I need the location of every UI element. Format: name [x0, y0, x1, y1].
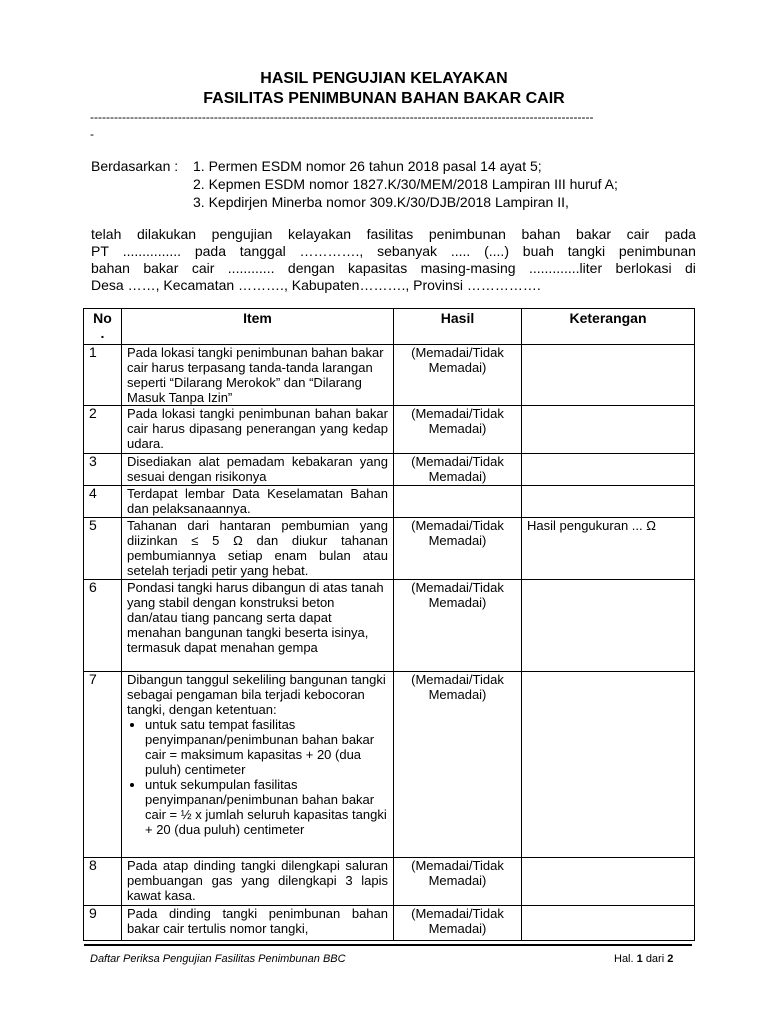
- row-keterangan: [522, 345, 695, 406]
- footer-document-name: Daftar Periksa Pengujian Fasilitas Penimbunan BBC: [90, 953, 346, 965]
- table-row: [84, 518, 695, 580]
- separator-dashes: ------------------------------------------------------------------------------------------------------------------------------: [90, 110, 594, 124]
- footer-rule: [84, 944, 692, 946]
- paragraph-word: dilakukan: [136, 226, 197, 242]
- paragraph-word: ...............: [122, 243, 182, 259]
- row-number: 8: [84, 858, 122, 906]
- row-hasil: (Memadai/Tidak Memadai): [394, 518, 522, 580]
- bullet-item: • untuk satu tempat fasilitas penyimpanan/penimbunan bahan bakar cair = maksimum kapasitas + 20 (dua puluh) centimeter: [145, 717, 388, 777]
- table-row: [84, 406, 695, 454]
- row-item: Tahanan dari hantaran pembumian yang diizinkan ≤ 5 Ω dan diukur tahanan pembumiannya setiap enam bulan atau setelah terjadi petir yang hebat.: [122, 518, 394, 580]
- row-number: 1: [84, 345, 122, 406]
- paragraph-word: .............liter: [528, 260, 603, 276]
- paragraph-word: bakar: [576, 226, 612, 242]
- row-item: Pada lokasi tangki penimbunan bahan bakar cair harus dipasang penerangan yang kedap udara.: [122, 406, 394, 454]
- paragraph-word: cair: [626, 226, 650, 242]
- row-hasil: (Memadai/Tidak Memadai): [394, 906, 522, 941]
- paragraph-line: Desa ……, Kecamatan ………., Kabupaten………., Provinsi …………….: [91, 277, 541, 293]
- table-row: [84, 486, 695, 518]
- col-header-item: Item: [122, 309, 394, 345]
- row-hasil: (Memadai/Tidak Memadai): [394, 345, 522, 406]
- paragraph-word: tangki: [567, 243, 606, 259]
- paragraph-word: .....: [450, 243, 471, 259]
- row-number: 2: [84, 406, 122, 454]
- col-header-hasil: Hasil: [394, 309, 522, 345]
- footer-page-number: Hal. 1 dari 2: [614, 953, 674, 965]
- paragraph-word: bakar: [143, 260, 179, 276]
- row-keterangan: [522, 906, 695, 941]
- table-row: [84, 345, 695, 406]
- paragraph-word: (....): [484, 243, 509, 259]
- paragraph-word: bahan: [521, 226, 561, 242]
- legal-basis: [91, 157, 618, 211]
- paragraph-word: bahan: [91, 260, 130, 276]
- row-number: 3: [84, 454, 122, 486]
- row-item: Terdapat lembar Data Keselamatan Bahan dan pelaksanaannya.: [122, 486, 394, 518]
- document-title-line-1: HASIL PENGUJIAN KELAYAKAN: [260, 70, 508, 87]
- paragraph-word: PT: [91, 243, 109, 259]
- inspection-table: [83, 308, 695, 941]
- bullet-item: • untuk sekumpulan fasilitas penyimpanan/penimbunan bahan bakar cair = ½ x jumlah seluruh kapasitas tangki + 20 (dua puluh) centimeter: [145, 777, 388, 837]
- paragraph-word: pada: [194, 243, 226, 259]
- bullet-list: [127, 717, 388, 837]
- paragraph-word: pada: [664, 226, 696, 242]
- intro-paragraph: [91, 226, 696, 294]
- row-item: [122, 672, 394, 858]
- basis-item: 3. Kepdirjen Minerba nomor 309.K/30/DJB/2018 Lampiran II,: [193, 194, 569, 210]
- row-keterangan: Hasil pengukuran ... Ω: [522, 518, 695, 580]
- row-hasil: (Memadai/Tidak Memadai): [394, 858, 522, 906]
- row-number: 6: [84, 580, 122, 672]
- row-number: 9: [84, 906, 122, 941]
- paragraph-word: kelayakan: [287, 226, 352, 242]
- table-row: [84, 672, 695, 858]
- row-number: 4: [84, 486, 122, 518]
- row-item: Pada atap dinding tangki dilengkapi saluran pembuangan gas yang dilengkapi 3 lapis kawat kasa.: [122, 858, 394, 906]
- paragraph-word: pengujian: [211, 226, 273, 242]
- paragraph-line: [91, 260, 696, 277]
- row-item: Disediakan alat pemadam kebakaran yang sesuai dengan risikonya: [122, 454, 394, 486]
- table-row: [84, 906, 695, 941]
- paragraph-word: masing-masing: [420, 260, 516, 276]
- separator-dashes-wrap: -: [90, 127, 94, 141]
- paragraph-word: penimbunan: [428, 226, 506, 242]
- row-hasil: (Memadai/Tidak Memadai): [394, 672, 522, 858]
- row-keterangan: [522, 858, 695, 906]
- row-item: Pondasi tangki harus dibangun di atas tanah yang stabil dengan konstruksi beton dan/atau tiang pancang serta dapat menahan bangunan tangki beserta isinya, termasuk dapat menahan gempa: [122, 580, 394, 672]
- row-keterangan: [522, 672, 695, 858]
- basis-label: Berdasarkan :: [91, 158, 179, 174]
- row-hasil: (Memadai/Tidak Memadai): [394, 406, 522, 454]
- row-keterangan: [522, 406, 695, 454]
- basis-item: 2. Kepmen ESDM nomor 1827.K/30/MEM/2018 Lampiran III huruf A;: [193, 176, 618, 192]
- paragraph-word: fasilitas: [366, 226, 414, 242]
- row-keterangan: [522, 486, 695, 518]
- col-header-keterangan: Keterangan: [522, 309, 695, 345]
- col-header-no: No .: [84, 309, 122, 345]
- paragraph-line: [91, 243, 696, 260]
- row-number: 5: [84, 518, 122, 580]
- row-hasil: (Memadai/Tidak Memadai): [394, 454, 522, 486]
- document-title-line-2: FASILITAS PENIMBUNAN BAHAN BAKAR CAIR: [203, 90, 565, 107]
- row-keterangan: [522, 580, 695, 672]
- table-row: [84, 454, 695, 486]
- row-number: 7: [84, 672, 122, 858]
- row-item: Pada dinding tangki penimbunan bahan bakar cair tertulis nomor tangki,: [122, 906, 394, 941]
- paragraph-word: penimbunan: [618, 243, 696, 259]
- paragraph-word: berlokasi: [615, 260, 672, 276]
- paragraph-word: cair: [191, 260, 215, 276]
- paragraph-word: tanggal: [239, 243, 286, 259]
- paragraph-word: sebanyak: [377, 243, 438, 259]
- row-hasil: (Memadai/Tidak Memadai): [394, 580, 522, 672]
- paragraph-word: kapasitas: [348, 260, 408, 276]
- table-row: [84, 580, 695, 672]
- paragraph-word: telah: [91, 226, 122, 242]
- paragraph-word: buah: [522, 243, 554, 259]
- table-row: [84, 858, 695, 906]
- paragraph-word: ............: [227, 260, 275, 276]
- row-keterangan: [522, 454, 695, 486]
- paragraph-word: ………….,: [299, 243, 364, 259]
- basis-item: 1. Permen ESDM nomor 26 tahun 2018 pasal 14 ayat 5;: [193, 158, 542, 174]
- paragraph-line: [91, 226, 696, 243]
- paragraph-word: dengan: [287, 260, 335, 276]
- row-hasil: [394, 486, 522, 518]
- paragraph-word: di: [684, 260, 696, 276]
- row-item: Pada lokasi tangki penimbunan bahan bakar cair harus terpasang tanda-tanda larangan seperti “Dilarang Merokok” dan “Dilarang Masuk Tanpa Izin”: [122, 345, 394, 406]
- row-item-text: Dibangun tanggul sekeliling bangunan tangki sebagai pengaman bila terjadi kebocoran tangki, dengan ketentuan:: [127, 672, 386, 717]
